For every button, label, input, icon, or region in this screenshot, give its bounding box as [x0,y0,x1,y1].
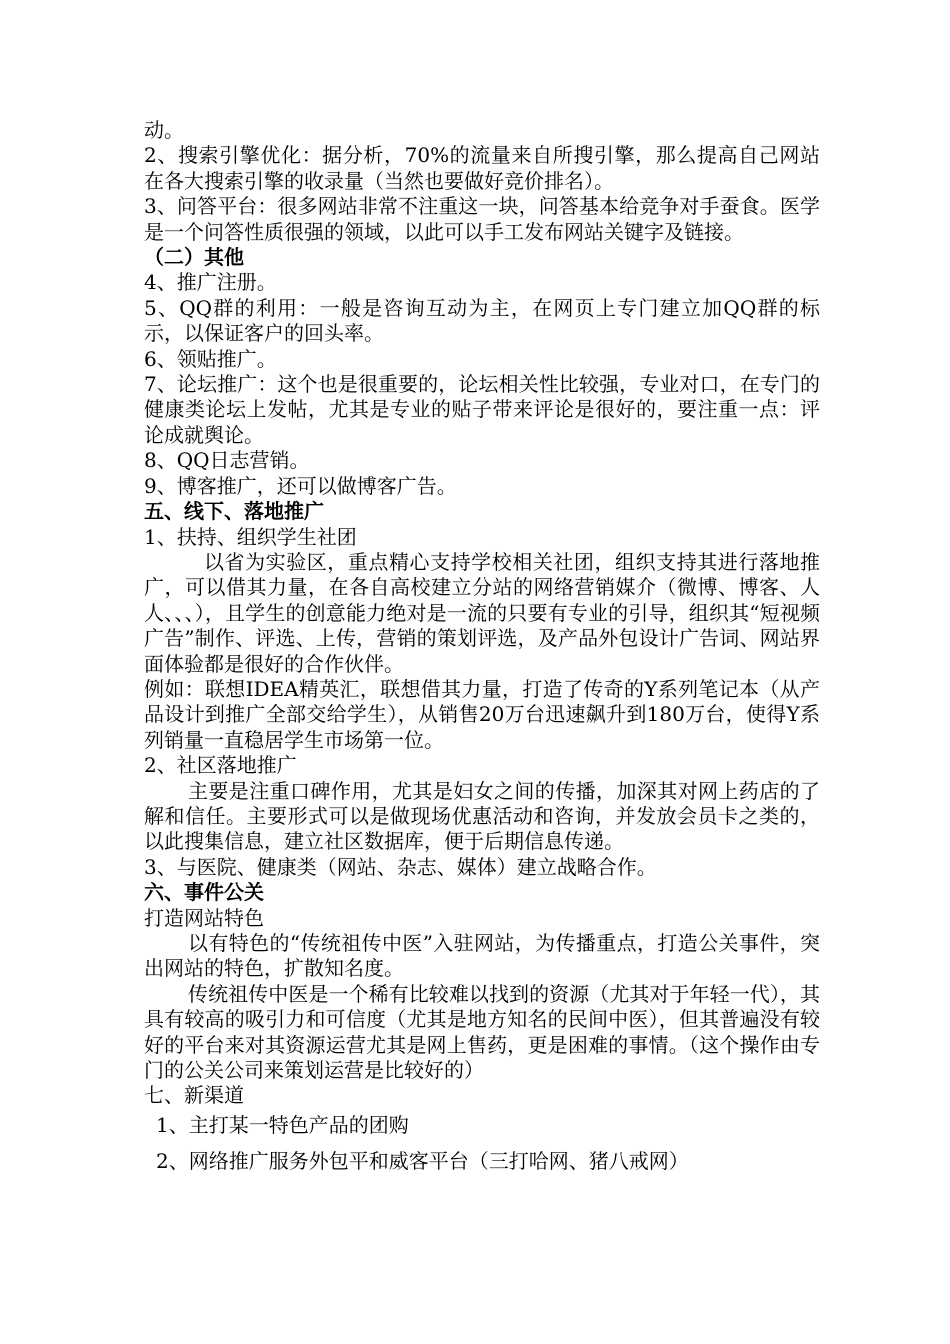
paragraph-community: 主要是注重口碑作用，尤其是妇女之间的传播，加深其对网上药店的了解和信任。主要形式可以是做现场优惠活动和咨询，并发放会员卡之类的，以此搜集信息，建立社区数据库，便于后期信息传递。 [144,778,820,854]
item-outsourcing: 2、网络推广服务外包平和威客平台（三打哈网、猪八戒网） [156,1149,689,1174]
item-seo: 2、搜索引擎优化：据分析，70%的流量来自所搜引擎，那么提高自己网站在各大搜索引擎的收录量（当然也要做好竞价排名）。 [144,143,820,193]
item-hospital: 3、与医院、健康类（网站、杂志、媒体）建立战略合作。 [144,854,657,879]
paragraph-tcm-resource: 传统祖传中医是一个稀有比较难以找到的资源（尤其对于年轻一代），其具有较高的吸引力和可信度（尤其是地方知名的民间中医），但其普遍没有较好的平台来对其资源运营尤其是网上售药，更是困难的事情。（这个操作由专门的公关公司来策划运营是比较好的） [144,981,820,1083]
document-page [144,118,820,1175]
heading-others: （二）其他 [144,245,244,270]
paragraph-student-clubs: 以省为实验区，重点精心支持学校相关社团，组织支持其进行落地推广，可以借其力量，在各自高校建立分站的网络营销媒介（微博、博客、人人、、、），且学生的创意能力绝对是一流的只要有专业的引导，组织其“短视频广告”制作、评选、上传，营销的策划评选，及产品外包设计广告词、网站界面体验都是很好的合作伙伴。 [144,549,820,676]
item-post: 6、领贴推广。 [144,346,277,371]
item-qq-group: 5、QQ群的利用：一般是咨询互动为主，在网页上专门建立加QQ群的标示，以保证客户的回头率。 [144,295,820,346]
item-register: 4、推广注册。 [144,270,277,295]
paragraph-tcm: 以有特色的“传统祖传中医”入驻网站，为传播重点，打造公关事件，突出网站的特色，扩散知名度。 [144,931,820,981]
paragraph-continuation: 动。 [144,118,184,142]
heading-pr: 六、事件公关 [144,880,264,905]
item-student-clubs: 1、扶持、组织学生社团 [144,524,357,549]
paragraph-lenovo-example: 例如：联想IDEA精英汇，联想借其力量，打造了传奇的Y系列笔记本（从产品设计到推广全部交给学生），从销售20万台迅速飙升到180万台，使得Y系列销量一直稳居学生市场第一位。 [144,676,820,752]
item-forum: 7、论坛推广：这个也是很重要的，论坛相关性比较强，专业对口，在专门的健康类论坛上发帖，尤其是专业的贴子带来评论是很好的，要注重一点：评论成就舆论。 [144,372,820,447]
item-blog: 9、博客推广，还可以做博客广告。 [144,473,457,498]
heading-new-channels: 七、新渠道 [144,1083,244,1108]
item-qq-blog: 8、QQ日志营销。 [144,448,310,473]
item-community: 2、社区落地推广 [144,753,297,778]
heading-offline: 五、线下、落地推广 [144,499,324,524]
subheading-site-feature: 打造网站特色 [144,905,264,930]
item-group-buy: 1、主打某一特色产品的团购 [156,1112,409,1137]
item-qa-platform: 3、问答平台：很多网站非常不注重这一块，问答基本给竞争对手蚕食。医学是一个问答性质很强的领域，以此可以手工发布网站关键字及链接。 [144,194,820,244]
